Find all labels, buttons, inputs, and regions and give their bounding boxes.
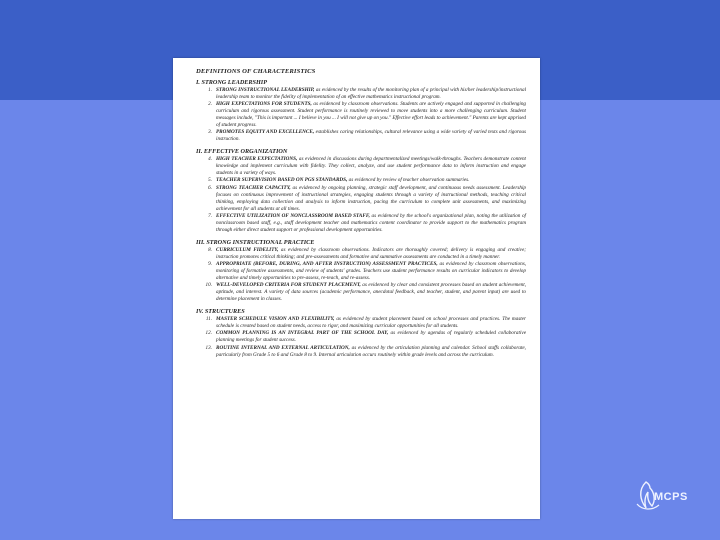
item-number: 1. — [208, 87, 212, 93]
item-number: 4. — [208, 156, 212, 163]
item-lead: ROUTINE INTERNAL AND EXTERNAL ARTICULATION, — [216, 344, 350, 351]
item-body: as evidenced by classroom observations. Indicators are thoroughly covered; delivery is engaging and creative; instruction promotes critical thinking; and pre-assessments and formative and summative assessments are conducted in a timely manner. — [216, 246, 526, 260]
item-body: as evidenced by classroom observations. Students are actively engaged and supported in challenging curriculum and rigorous assessment. Student performance is routinely reviewed to move students into a more challenging curriculum. Student messages include, "This is important ... I believe in you ... I will not give up on you." Effective effort leads to achievement." Parents are kept apprised of student progress. — [216, 101, 527, 129]
item-body: as evidenced by the results of the monitoring plan of a principal with his/her leadership/instructional leadership team to monitor the fidelity of implementation of an effective mathematics instructional program. — [216, 87, 527, 100]
item-text — [216, 156, 526, 177]
item-lead: PROMOTES EQUITY AND EXCELLENCE, — [216, 129, 315, 136]
item-body: as evidenced by clear and consistent processes based on student achievement, aptitude, and interest. A variety of data sources (academic performance, anecdotal feedback, and teacher, student, and parent input) are used to determine placement in classes. — [216, 282, 527, 303]
section — [196, 79, 526, 143]
item-number: 11. — [205, 315, 212, 322]
item-text — [216, 129, 526, 143]
item-text — [216, 101, 526, 129]
item-text — [216, 316, 526, 330]
item-lead: HIGH TEACHER EXPECTATIONS, — [216, 156, 298, 163]
item-lead: APPROPRIATE (BEFORE, DURING, AND AFTER INSTRUCTION) ASSESSMENT PRACTICES, — [216, 261, 438, 268]
item-number: 2. — [208, 101, 212, 108]
list-item — [196, 185, 526, 213]
item-lead: EFFECTIVE UTILIZATION OF NONCLASSROOM BASED STAFF, — [216, 213, 370, 219]
section-heading: III. STRONG INSTRUCTIONAL PRACTICE — [196, 238, 315, 246]
item-body: as evidenced by classroom observations, monitoring of formative assessments, and review of students' grades. Teachers use student performance results on curricular indicators to develop alternative and timely opportunities to pre-assess, re-teach, and re-assess. — [216, 261, 527, 281]
item-lead: COMMON PLANNING IS AN INTEGRAL PART OF THE SCHOOL DAY, — [216, 330, 389, 337]
document-page — [173, 58, 540, 519]
item-lead: STRONG INSTRUCTIONAL LEADERSHIP, — [216, 87, 315, 93]
item-number: 8. — [208, 246, 212, 253]
list-item — [196, 177, 526, 184]
list-item — [196, 156, 526, 177]
section — [196, 239, 526, 303]
item-text — [216, 213, 526, 234]
item-number: 13. — [205, 344, 212, 351]
item-text — [216, 345, 526, 359]
section — [196, 148, 526, 233]
document-sections — [196, 79, 526, 358]
item-number: 6. — [208, 184, 212, 191]
item-body: as evidenced by review of teacher observation summaries. — [348, 177, 470, 184]
item-lead: MASTER SCHEDULE VISION AND FLEXIBILITY, — [216, 315, 335, 322]
list-item — [196, 282, 526, 303]
list-item — [196, 330, 526, 344]
item-number: 10. — [205, 282, 212, 289]
item-number: 12. — [205, 330, 212, 337]
logo-text: MCPS — [654, 491, 688, 503]
list-item — [196, 87, 526, 101]
list-item — [196, 345, 526, 359]
section — [196, 308, 526, 358]
item-lead: HIGH EXPECTATIONS FOR STUDENTS, — [216, 101, 312, 108]
item-text — [216, 177, 526, 184]
item-body: as evidenced in discussions during departmentalized meetings/walk-throughs. Teachers demonstrate content knowledge and implement curriculum with fidelity. They collect, analyze, and use student performance data to inform instruction and engage students in a variety of ways. — [216, 156, 527, 177]
list-item — [196, 129, 526, 143]
section-heading: II. EFFECTIVE ORGANIZATION — [196, 148, 288, 156]
item-number: 3. — [208, 129, 212, 136]
item-text — [216, 282, 526, 303]
item-text — [216, 330, 526, 344]
item-text — [216, 185, 526, 213]
item-body: as evidenced by student placement based on school processes and practices. The master schedule is created based on student needs, access to rigor, and maximizing curricular opportunities for all students. — [216, 315, 526, 329]
document-title: DEFINITIONS OF CHARACTERISTICS — [196, 68, 316, 75]
item-body: establishes caring relationships, cultural relevance using a wide variety of varied texts and rigorous instruction. — [216, 129, 526, 143]
list-item — [196, 316, 526, 330]
item-lead: CURRICULUM FIDELITY, — [216, 246, 279, 253]
section-heading: I. STRONG LEADERSHIP — [196, 79, 267, 86]
item-lead: TEACHER SUPERVISION BASED ON PGS STANDARDS, — [216, 177, 348, 184]
item-number: 9. — [208, 261, 212, 268]
item-text — [216, 247, 526, 261]
item-body: as evidenced by the school's organizational plan, noting the utilization of nonclassroom based staff, e.g., staff development teacher and mathematics content coordinator to provide support to the mathematics program through either direct student support or professional development opportunities. — [216, 213, 526, 233]
item-body: as evidenced by the articulation planning and calendar. School staffs collaborate, particularly from Grade 5 to 6 and Grade 8 to 9. Internal articulation occurs routinely within grade levels and across the curriculum. — [216, 344, 526, 358]
item-body: as evidenced by ongoing planning, strategic staff development, and continuous needs assessment. Leadership focuses on continuous improvement of instructional strategies, engaging students through a variety of instructional methods, teaching critical thinking, employing data collection and analysis to inform instruction, pacing the curriculum to complete unit assessments, and maximizing achievement for all students at all times. — [216, 184, 527, 212]
item-body: as evidenced by agendas of regularly scheduled collaborative planning meetings for student success. — [216, 330, 526, 344]
list-item — [196, 247, 526, 261]
item-text — [216, 261, 526, 282]
item-number: 7. — [208, 213, 212, 219]
item-lead: STRONG TEACHER CAPACITY, — [216, 184, 291, 191]
item-lead: WELL-DEVELOPED CRITERIA FOR STUDENT PLACEMENT, — [216, 282, 361, 289]
mcps-logo — [632, 474, 702, 514]
list-item — [196, 213, 526, 234]
list-item — [196, 101, 526, 129]
item-text — [216, 87, 526, 101]
item-number: 5. — [208, 177, 212, 184]
section-heading: IV. STRUCTURES — [196, 307, 245, 315]
list-item — [196, 261, 526, 282]
